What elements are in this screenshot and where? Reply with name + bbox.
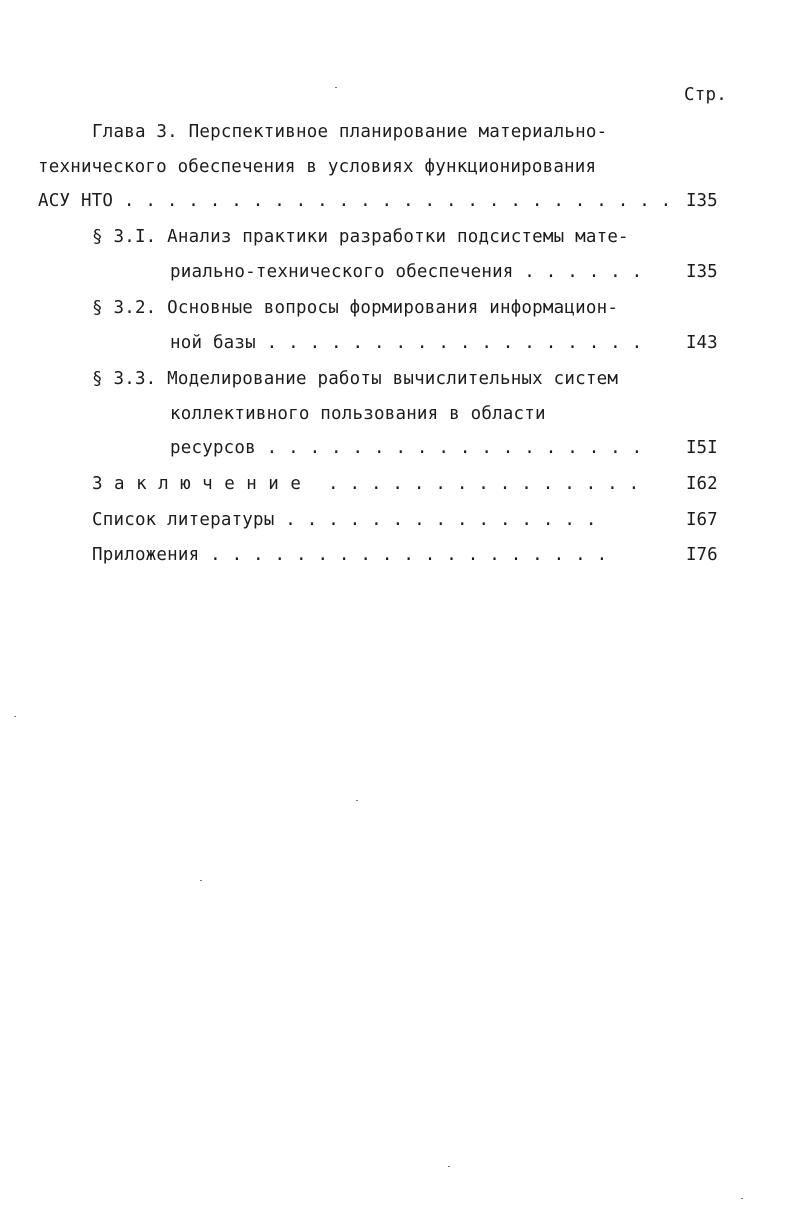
scan-speck — [14, 716, 16, 717]
scan-speck — [200, 880, 202, 881]
toc-bibliography: Список литературы . . . . . . . . . . . . . . . — [92, 510, 597, 530]
scan-speck — [741, 1198, 743, 1199]
toc-s33-line1: § 3.3. Моделирование работы вычислительных систем — [92, 369, 619, 389]
toc-s32-line2: ной базы . . . . . . . . . . . . . . . . . . — [170, 333, 643, 353]
toc-bibliography-page: I67 — [686, 510, 718, 530]
toc-s33-line3: ресурсов . . . . . . . . . . . . . . . . . . — [170, 438, 643, 458]
toc-s33-page: I5I — [686, 438, 718, 458]
toc-chapter3-page: I35 — [686, 191, 718, 211]
toc-chapter3-line1: Глава 3. Перспективное планирование материально- — [92, 122, 608, 142]
scan-speck — [356, 800, 358, 801]
toc-appendices: Приложения . . . . . . . . . . . . . . . . . . . — [92, 545, 608, 565]
page-column-label: Стр. — [684, 85, 727, 105]
toc-s31-line1: § 3.I. Анализ практики разработки подсистемы мате- — [92, 227, 629, 247]
toc-chapter3-line3: АСУ НТО . . . . . . . . . . . . . . . . . . . . . . . . . . — [38, 191, 672, 211]
toc-s31-line2: риально-технического обеспечения . . . . . . — [170, 262, 643, 282]
toc-s33-line2: коллективного пользования в области — [170, 404, 546, 424]
toc-s31-page: I35 — [686, 262, 718, 282]
toc-conclusion-title: Заключение — [92, 474, 313, 494]
toc-appendices-page: I76 — [686, 545, 718, 565]
toc-chapter3-line2: технического обеспечения в условиях функционирования — [38, 157, 597, 177]
toc-s32-line1: § 3.2. Основные вопросы формирования информацион- — [92, 298, 619, 318]
toc-s32-page: I43 — [686, 333, 718, 353]
toc-conclusion-leader: . . . . . . . . . . . . . . . — [328, 474, 640, 494]
scan-speck — [335, 87, 337, 88]
toc-conclusion-page: I62 — [686, 474, 718, 494]
scan-speck — [448, 1166, 450, 1167]
